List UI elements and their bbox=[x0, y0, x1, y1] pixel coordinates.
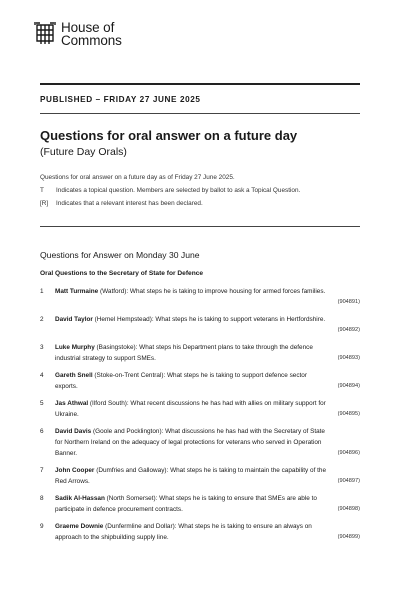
question-ref: (904896) bbox=[337, 450, 360, 456]
question-body bbox=[55, 370, 327, 392]
question-text: What steps he is taking to support veterans in Hertfordshire. bbox=[153, 316, 326, 323]
question-ref: (904898) bbox=[337, 506, 360, 512]
question-number: 3 bbox=[40, 344, 44, 351]
question-body bbox=[55, 342, 327, 364]
question-text: What steps he is taking to maintain the capability of the Red Arrows. bbox=[55, 467, 327, 485]
question-body bbox=[55, 286, 327, 297]
question-text: What steps he is taking to support defence sector exports. bbox=[55, 372, 307, 390]
legend-text: Indicates that a relevant interest has been declared. bbox=[56, 200, 203, 207]
page-subtitle: (Future Day Orals) bbox=[40, 146, 127, 158]
divider bbox=[40, 113, 360, 114]
question-ref: (904894) bbox=[337, 383, 360, 389]
question-body bbox=[55, 426, 327, 459]
question-text: What steps his Department plans to take through the defence industrial strategy to support SMEs. bbox=[55, 344, 313, 362]
logo-line-2: Commons bbox=[61, 33, 122, 48]
member-name: Graeme Downie bbox=[55, 523, 104, 530]
member-name: David Taylor bbox=[55, 316, 93, 323]
logo-line-1: House of bbox=[61, 20, 115, 35]
question-body bbox=[55, 314, 327, 325]
constituency: (North Somerset): bbox=[104, 495, 158, 502]
question-ref: (904895) bbox=[337, 411, 360, 417]
member-name: Sadik Al-Hassan bbox=[55, 495, 105, 502]
legend-item-topical bbox=[40, 187, 300, 194]
member-name: John Cooper bbox=[55, 467, 95, 474]
member-name: Gareth Snell bbox=[55, 372, 93, 379]
member-name: Matt Turmaine bbox=[55, 288, 99, 295]
legend-symbol: [R] bbox=[40, 200, 49, 207]
question-body bbox=[55, 398, 327, 420]
legend-text: Indicates a topical question. Members are selected by ballot to ask a Topical Question. bbox=[56, 187, 301, 194]
question-text: What discussions he has had with the Secretary of State for Northern Ireland on the adequacy of legal protections for veterans who served in Operation Banner. bbox=[55, 428, 325, 457]
question-text: What steps he is taking to ensure that SMEs are able to participate in defence procurement contracts. bbox=[55, 495, 317, 513]
divider bbox=[40, 226, 360, 227]
intro-text: Questions for oral answer on a future day as of Friday 27 June 2025. bbox=[40, 174, 235, 181]
question-body bbox=[55, 465, 327, 487]
question-text: What recent discussions he has had with allies on military support for Ukraine. bbox=[55, 400, 326, 418]
question-number: 9 bbox=[40, 523, 44, 530]
constituency: (Hemel Hempstead): bbox=[92, 316, 154, 323]
question-number: 6 bbox=[40, 428, 44, 435]
question-body bbox=[55, 493, 327, 515]
portcullis-icon bbox=[34, 21, 56, 47]
question-number: 2 bbox=[40, 316, 44, 323]
question-ref: (904892) bbox=[337, 327, 360, 333]
question-body bbox=[55, 521, 327, 543]
member-name: Luke Murphy bbox=[55, 344, 95, 351]
question-number: 8 bbox=[40, 495, 44, 502]
house-of-commons-logo bbox=[34, 21, 122, 47]
published-date: PUBLISHED – FRIDAY 27 JUNE 2025 bbox=[40, 95, 201, 104]
member-name: David Davis bbox=[55, 428, 92, 435]
constituency: (Goole and Pocklington): bbox=[91, 428, 164, 435]
member-name: Jas Athwal bbox=[55, 400, 89, 407]
constituency: (Stoke-on-Trent Central): bbox=[92, 372, 166, 379]
question-ref: (904897) bbox=[337, 478, 360, 484]
constituency: (Watford): bbox=[98, 288, 129, 295]
question-number: 4 bbox=[40, 372, 44, 379]
constituency: (Ilford South): bbox=[88, 400, 129, 407]
question-text: What steps he is taking to improve housing for armed forces families. bbox=[128, 288, 326, 295]
legend-symbol: T bbox=[40, 187, 44, 194]
page-title: Questions for oral answer on a future day bbox=[40, 128, 298, 143]
department-heading: Oral Questions to the Secretary of State for Defence bbox=[40, 270, 204, 277]
section-heading: Questions for Answer on Monday 30 June bbox=[40, 250, 200, 260]
constituency: (Dumfries and Galloway): bbox=[94, 467, 169, 474]
question-text: What steps he is taking to ensure an always on approach to the shipbuilding supply line. bbox=[55, 523, 312, 541]
constituency: (Dunfermline and Dollar): bbox=[103, 523, 177, 530]
legend-item-interest bbox=[40, 200, 203, 207]
divider bbox=[40, 83, 360, 85]
question-ref: (904893) bbox=[337, 355, 360, 361]
question-number: 5 bbox=[40, 400, 44, 407]
question-number: 1 bbox=[40, 288, 44, 295]
question-number: 7 bbox=[40, 467, 44, 474]
question-ref: (904899) bbox=[337, 534, 360, 540]
question-ref: (904891) bbox=[337, 299, 360, 305]
constituency: (Basingstoke): bbox=[94, 344, 138, 351]
